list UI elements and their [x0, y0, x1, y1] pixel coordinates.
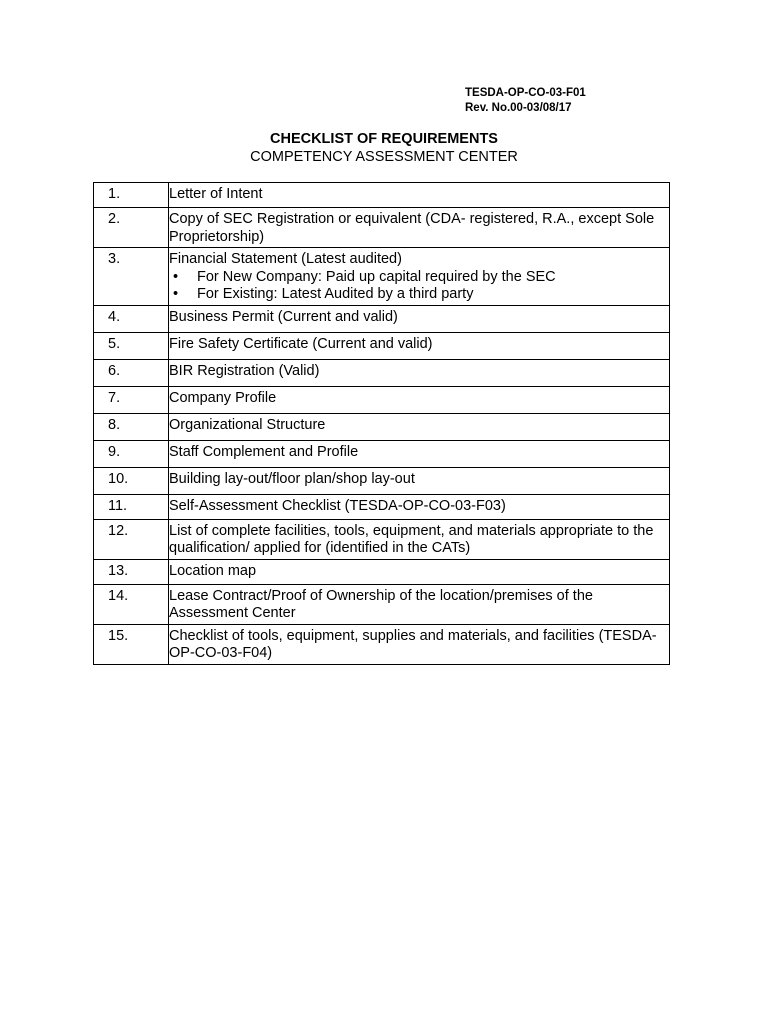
item-number: 14.	[94, 584, 169, 624]
table-row	[94, 208, 670, 248]
table-row	[94, 584, 670, 624]
table-row	[94, 248, 670, 306]
item-text: Location map	[169, 559, 670, 584]
item-number: 11.	[94, 494, 169, 519]
table-row	[94, 305, 670, 332]
table-row	[94, 494, 670, 519]
bullet-list	[169, 269, 665, 304]
item-number: 1.	[94, 183, 169, 208]
item-text: Staff Complement and Profile	[169, 440, 670, 467]
item-number: 8.	[94, 413, 169, 440]
item-text: Copy of SEC Registration or equivalent (CDA- registered, R.A., except Sole Proprietorship)	[169, 208, 670, 248]
item-number: 3.	[94, 248, 169, 306]
item-number: 4.	[94, 305, 169, 332]
item-text-with-bullets	[169, 248, 670, 306]
table-row	[94, 413, 670, 440]
table-row	[94, 440, 670, 467]
item-text: Self-Assessment Checklist (TESDA-OP-CO-03-F03)	[169, 494, 670, 519]
item-number: 5.	[94, 332, 169, 359]
document-code-block	[465, 86, 586, 116]
table-row	[94, 332, 670, 359]
requirements-table	[93, 182, 670, 665]
item-text: Fire Safety Certificate (Current and valid)	[169, 332, 670, 359]
item-text: Letter of Intent	[169, 183, 670, 208]
bullet-item: • For New Company: Paid up capital required by the SEC	[169, 269, 665, 287]
table-row	[94, 467, 670, 494]
bullet-item: • For Existing: Latest Audited by a third party	[169, 286, 665, 304]
item-number: 2.	[94, 208, 169, 248]
item-text: Company Profile	[169, 386, 670, 413]
item-number: 9.	[94, 440, 169, 467]
item-text: Organizational Structure	[169, 413, 670, 440]
item-number: 15.	[94, 624, 169, 664]
item-text: Financial Statement (Latest audited)	[169, 251, 402, 267]
item-text: List of complete facilities, tools, equipment, and materials appropriate to the qualification/ applied for (identified in the CATs)	[169, 519, 670, 559]
item-text: Lease Contract/Proof of Ownership of the location/premises of the Assessment Center	[169, 584, 670, 624]
item-text: BIR Registration (Valid)	[169, 359, 670, 386]
item-number: 12.	[94, 519, 169, 559]
document-subtitle: COMPETENCY ASSESSMENT CENTER	[250, 149, 518, 165]
item-number: 10.	[94, 467, 169, 494]
table-row	[94, 519, 670, 559]
item-number: 13.	[94, 559, 169, 584]
item-text: Building lay-out/floor plan/shop lay-out	[169, 467, 670, 494]
table-row	[94, 183, 670, 208]
item-number: 7.	[94, 386, 169, 413]
document-title: CHECKLIST OF REQUIREMENTS	[270, 131, 498, 147]
item-number: 6.	[94, 359, 169, 386]
table-row	[94, 386, 670, 413]
table-row	[94, 624, 670, 664]
table-row	[94, 559, 670, 584]
form-code: TESDA-OP-CO-03-F01	[465, 87, 586, 99]
item-text: Checklist of tools, equipment, supplies and materials, and facilities (TESDA-OP-CO-03-F04)	[169, 624, 670, 664]
table-row	[94, 359, 670, 386]
document-titles	[0, 130, 768, 166]
revision-number: Rev. No.00-03/08/17	[465, 102, 572, 114]
item-text: Business Permit (Current and valid)	[169, 305, 670, 332]
